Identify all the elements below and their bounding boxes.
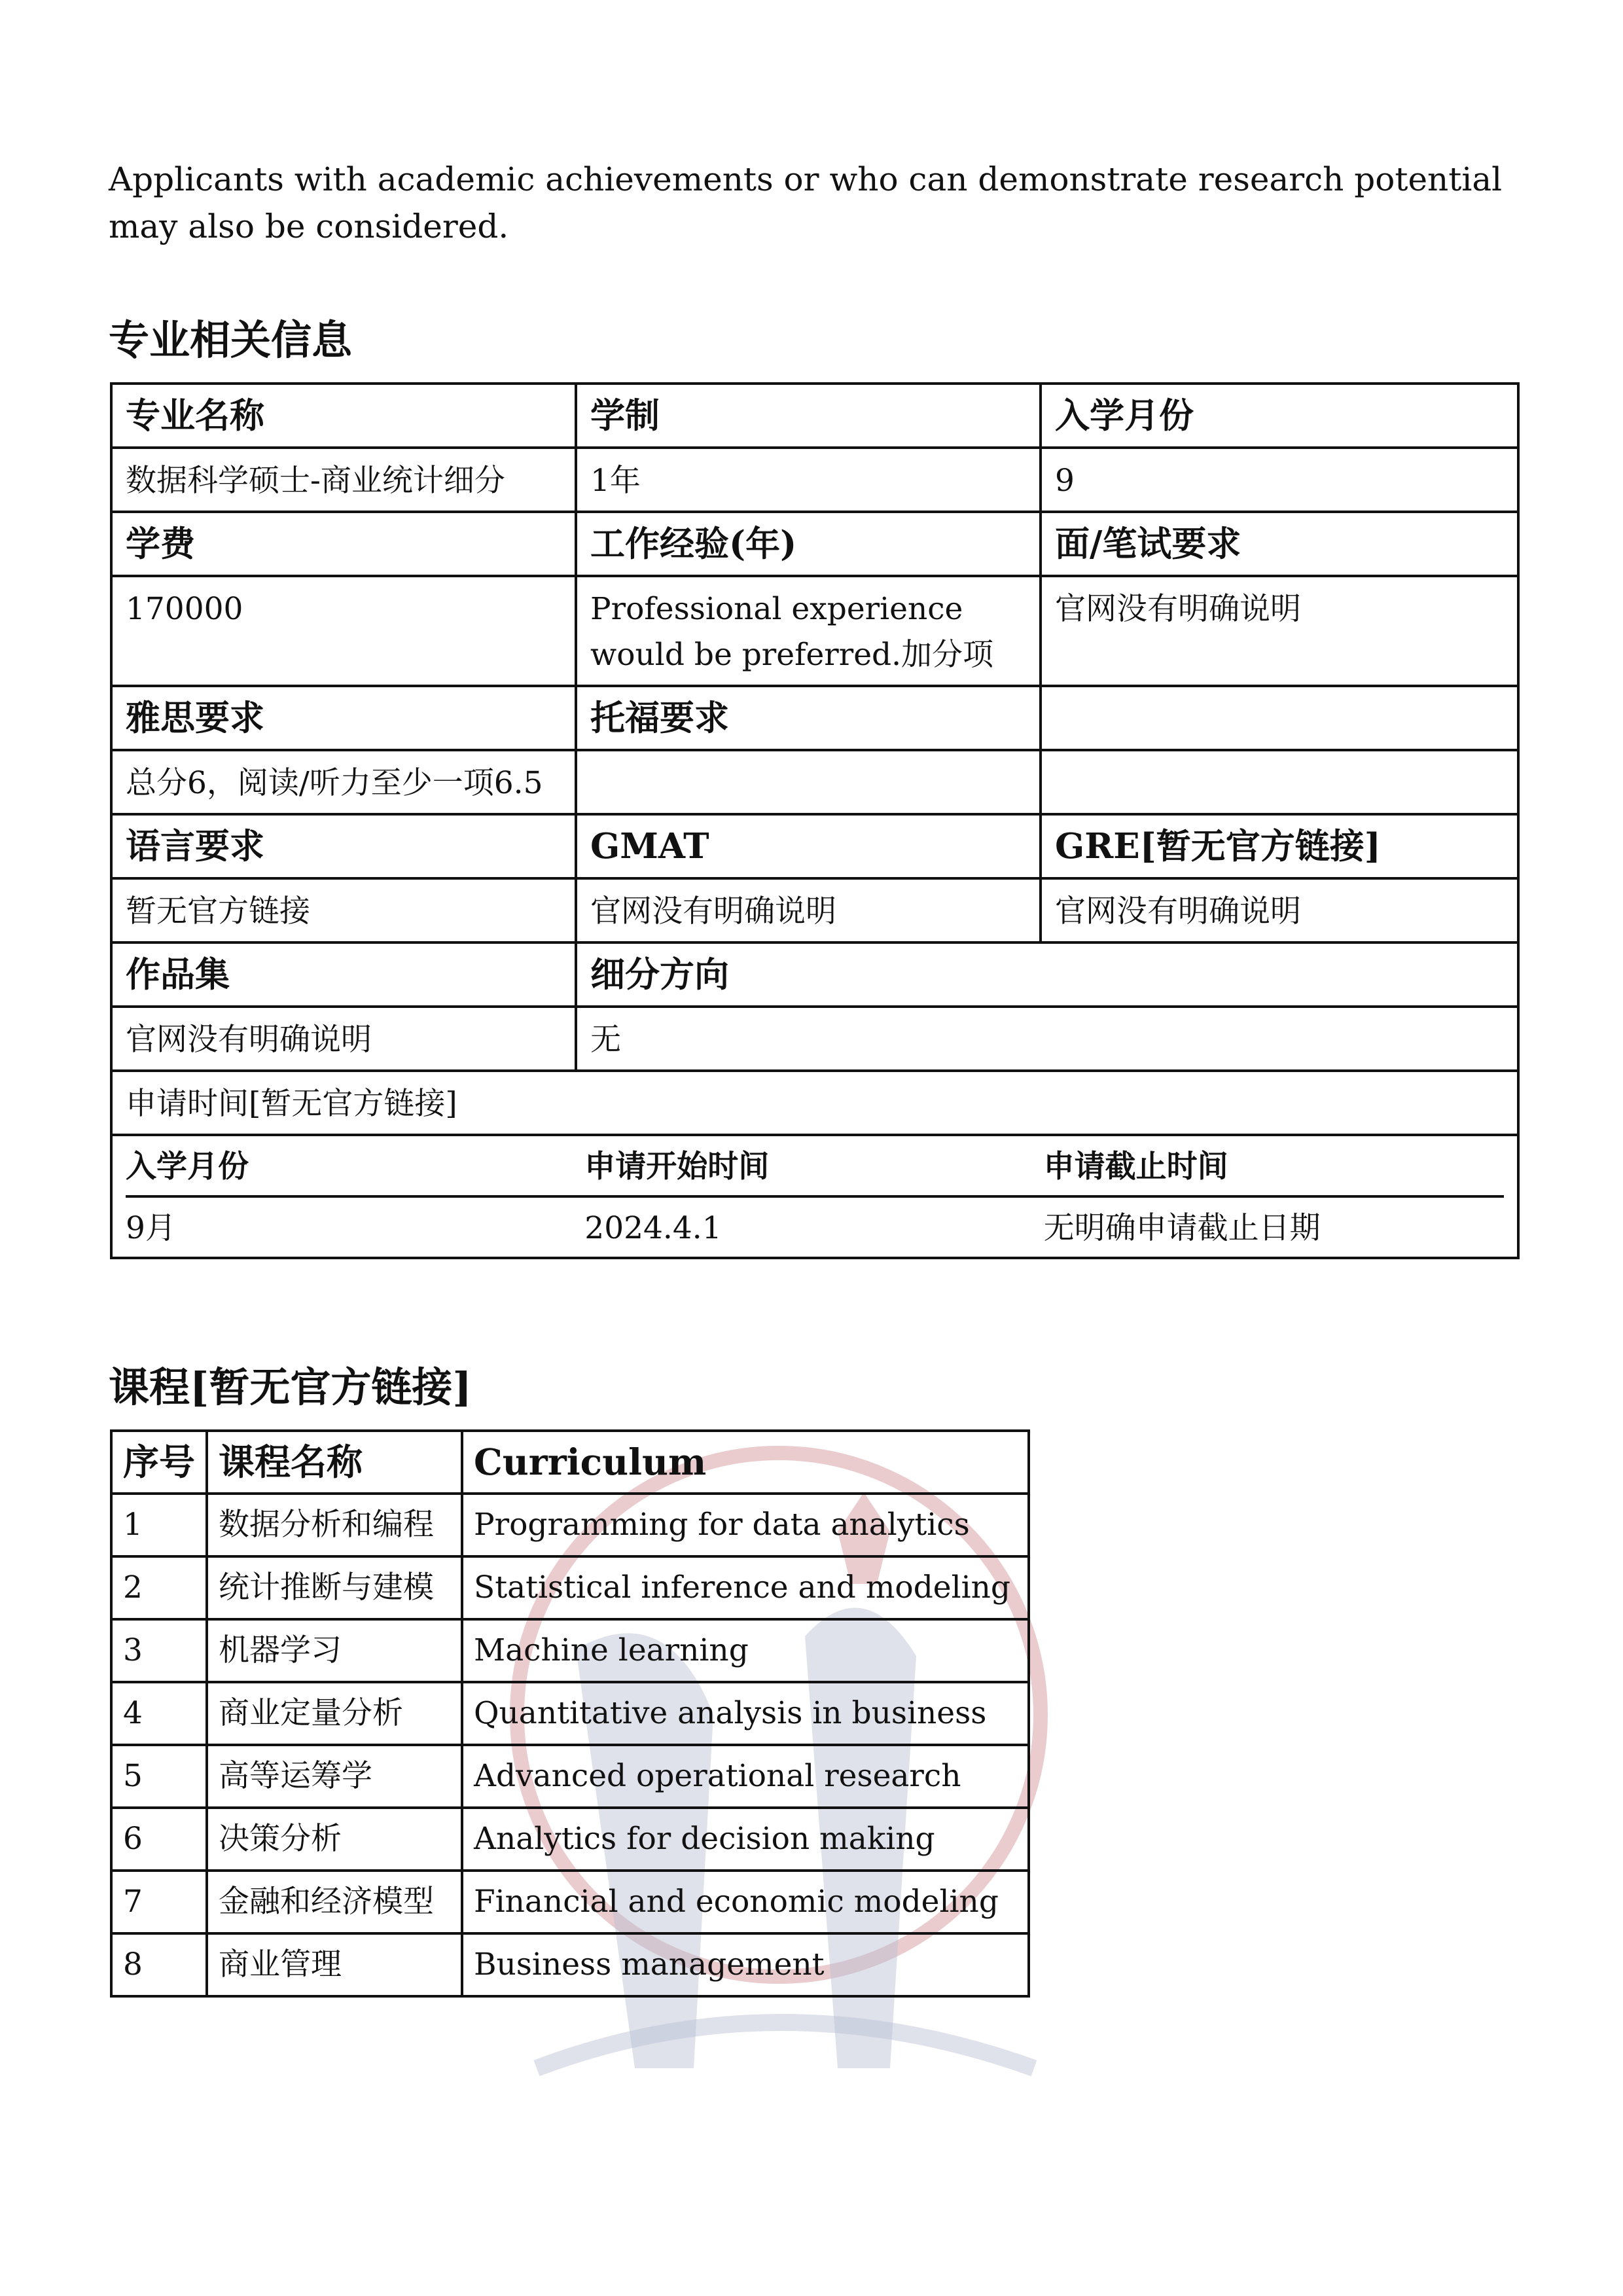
specialization-value: 无 — [576, 1007, 1518, 1071]
tuition-label: 学费 — [111, 512, 576, 576]
course-name-en: Programming for data analytics — [462, 1494, 1029, 1556]
course-name-cn: 机器学习 — [207, 1619, 462, 1682]
duration-value: 1年 — [576, 448, 1041, 512]
empty-header-cell — [1041, 686, 1518, 750]
gmat-value: 官网没有明确说明 — [576, 878, 1041, 942]
course-number: 1 — [111, 1494, 207, 1556]
table-row — [111, 1933, 1029, 1996]
program-info-table — [110, 382, 1520, 1259]
intake-month-value: 9 — [1041, 448, 1518, 512]
course-name-cn: 商业管理 — [207, 1933, 462, 1996]
course-name-cn: 数据分析和编程 — [207, 1494, 462, 1556]
course-name-en: Statistical inference and modeling — [462, 1556, 1029, 1619]
portfolio-value: 官网没有明确说明 — [111, 1007, 576, 1071]
interview-label: 面/笔试要求 — [1041, 512, 1518, 576]
course-name-cn: 金融和经济模型 — [207, 1871, 462, 1933]
tuition-value: 170000 — [111, 576, 576, 686]
schedule-deadline-header: 申请截止时间 — [1044, 1136, 1504, 1196]
curriculum-heading: 课程[暂无官方链接] — [109, 1363, 472, 1411]
course-name-cn: 统计推断与建模 — [207, 1556, 462, 1619]
course-name-header: 课程名称 — [207, 1431, 462, 1494]
major-name-value: 数据科学硕士-商业统计细分 — [111, 448, 576, 512]
course-name-en: Financial and economic modeling — [462, 1871, 1029, 1933]
course-number: 3 — [111, 1619, 207, 1682]
work-experience-value: Professional experience would be preferred.加分项 — [576, 576, 1041, 686]
gre-value: 官网没有明确说明 — [1041, 878, 1518, 942]
course-number: 4 — [111, 1682, 207, 1745]
course-name-cn: 高等运筹学 — [207, 1745, 462, 1808]
schedule-start-value: 2024.4.1 — [584, 1210, 722, 1246]
gmat-label: GMAT — [576, 814, 1041, 878]
course-name-cn: 决策分析 — [207, 1808, 462, 1871]
ielts-value: 总分6，阅读/听力至少一项6.5 — [111, 750, 576, 814]
course-name-en: Machine learning — [462, 1619, 1029, 1682]
ielts-label: 雅思要求 — [111, 686, 576, 750]
course-number: 6 — [111, 1808, 207, 1871]
course-name-en: Advanced operational research — [462, 1745, 1029, 1808]
table-row — [111, 1682, 1029, 1745]
table-row — [111, 1808, 1029, 1871]
application-time-label: 申请时间[暂无官方链接] — [111, 1071, 1518, 1135]
toefl-value — [576, 750, 1041, 814]
language-label: 语言要求 — [111, 814, 576, 878]
empty-value-cell — [1041, 750, 1518, 814]
portfolio-label: 作品集 — [111, 942, 576, 1007]
application-schedule-cell — [111, 1135, 1518, 1258]
course-number: 5 — [111, 1745, 207, 1808]
table-row — [111, 1556, 1029, 1619]
course-name-cn: 商业定量分析 — [207, 1682, 462, 1745]
course-number: 2 — [111, 1556, 207, 1619]
duration-label: 学制 — [576, 384, 1041, 448]
schedule-intake-value: 9月 — [126, 1210, 176, 1246]
program-info-heading: 专业相关信息 — [109, 316, 353, 364]
schedule-start-header: 申请开始时间 — [584, 1136, 1043, 1196]
gre-label: GRE[暂无官方链接] — [1041, 814, 1518, 878]
intake-month-label: 入学月份 — [1041, 384, 1518, 448]
toefl-label: 托福要求 — [576, 686, 1041, 750]
table-row — [111, 1619, 1029, 1682]
intro-paragraph: Applicants with academic achievements or who can demonstrate research potential may also be considered. — [109, 160, 1503, 245]
schedule-deadline-value: 无明确申请截止日期 — [1043, 1210, 1321, 1246]
interview-value: 官网没有明确说明 — [1041, 576, 1518, 686]
major-name-label: 专业名称 — [111, 384, 576, 448]
table-row — [111, 1494, 1029, 1556]
language-value: 暂无官方链接 — [111, 878, 576, 942]
course-number: 8 — [111, 1933, 207, 1996]
course-number: 7 — [111, 1871, 207, 1933]
course-number-header: 序号 — [111, 1431, 207, 1494]
work-experience-label: 工作经验(年) — [576, 512, 1041, 576]
schedule-intake-header: 入学月份 — [126, 1136, 584, 1196]
table-row — [111, 1745, 1029, 1808]
curriculum-table — [110, 1429, 1030, 1998]
course-name-en: Business management — [462, 1933, 1029, 1996]
curriculum-header: Curriculum — [462, 1431, 1029, 1494]
course-name-en: Quantitative analysis in business — [462, 1682, 1029, 1745]
specialization-label: 细分方向 — [576, 942, 1518, 1007]
table-row — [111, 1871, 1029, 1933]
course-name-en: Analytics for decision making — [462, 1808, 1029, 1871]
application-schedule-table — [126, 1136, 1504, 1251]
